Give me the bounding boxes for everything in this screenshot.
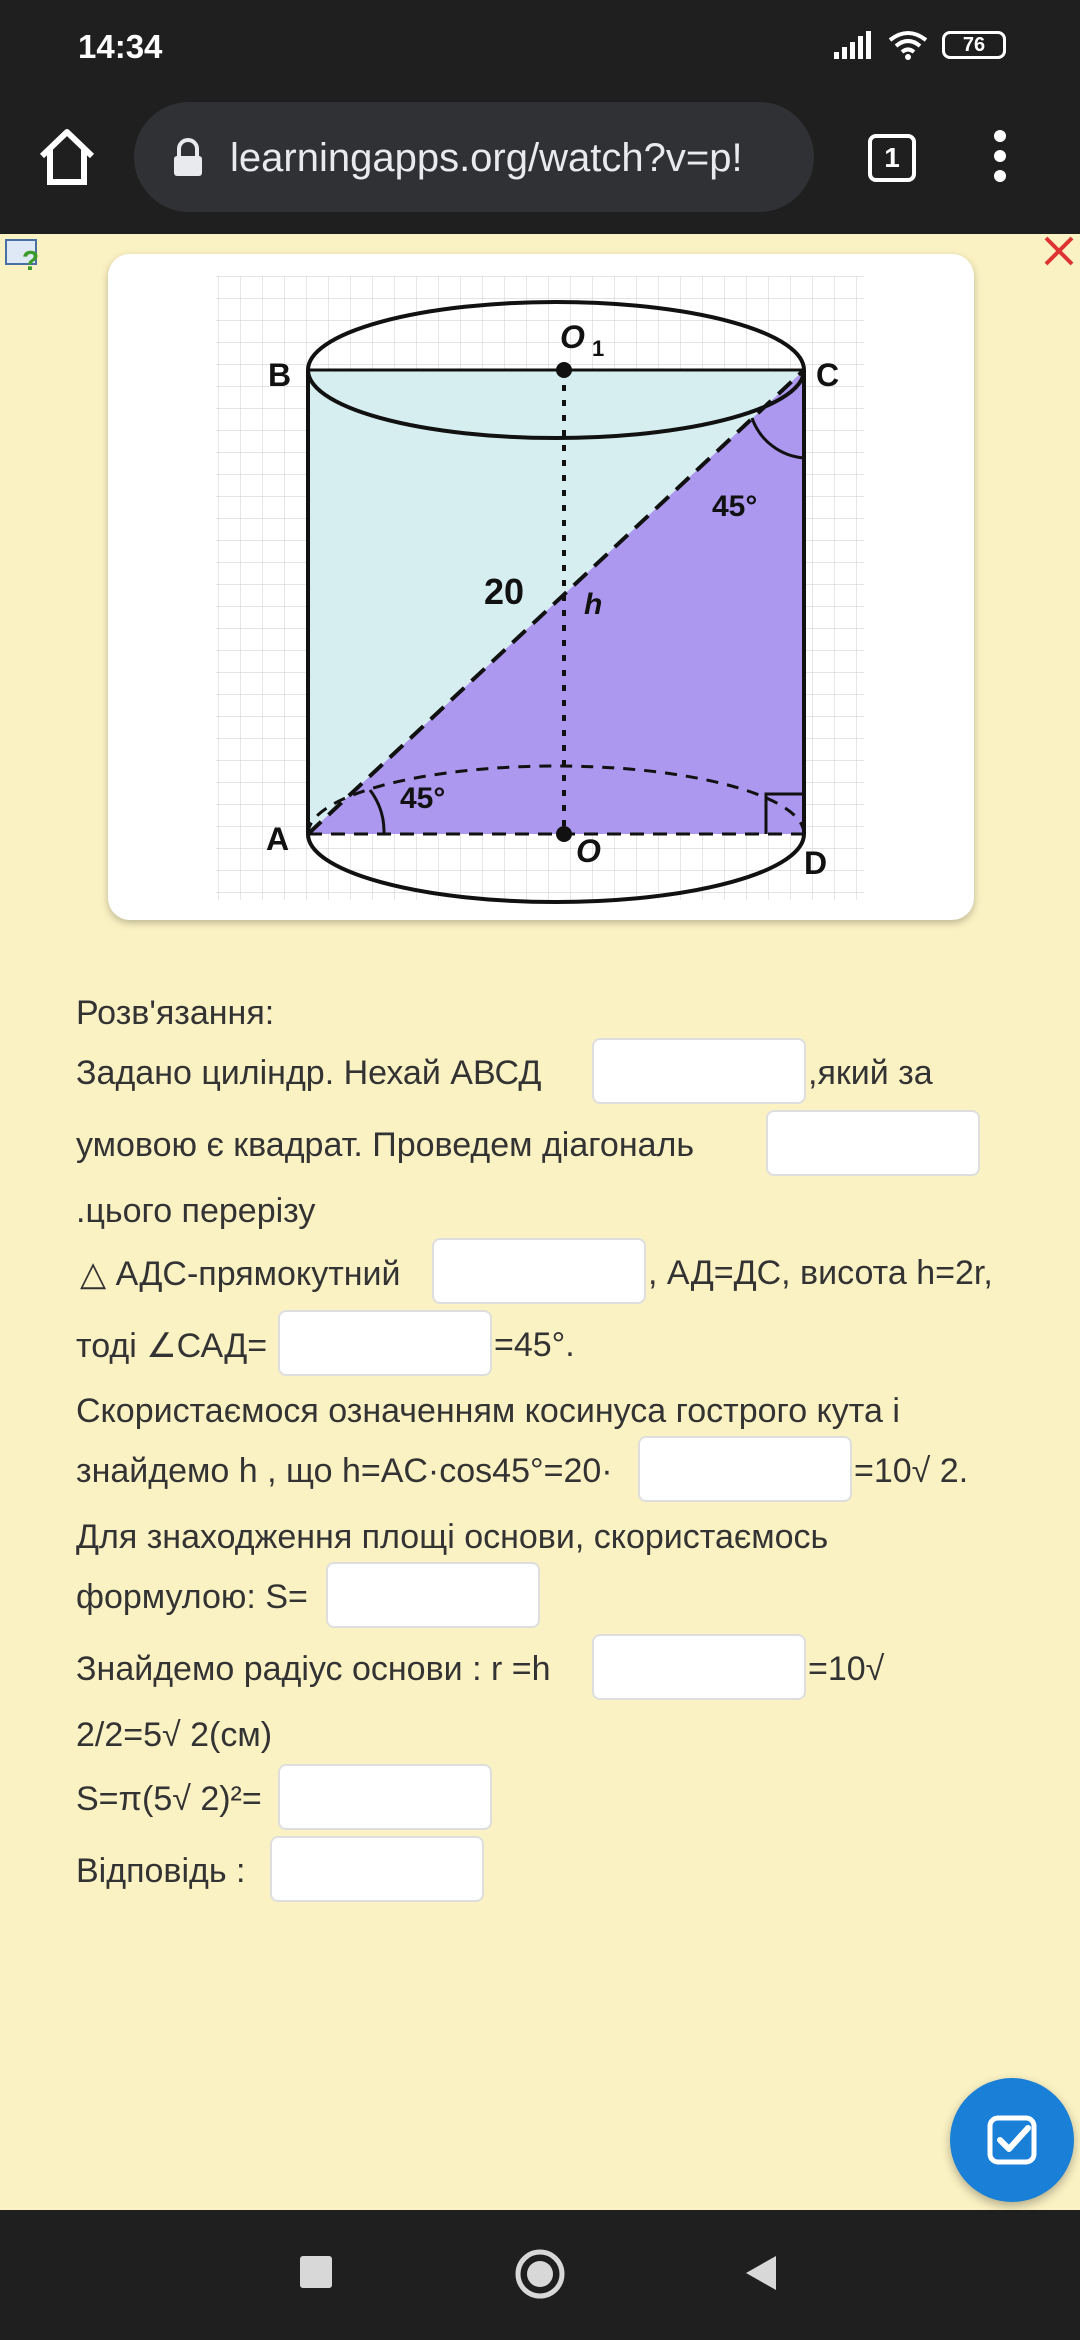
answer-gap-7[interactable] [592,1634,806,1700]
answer-gap-3[interactable] [432,1238,646,1304]
home-icon[interactable] [36,126,98,188]
label-o1: O [560,319,585,355]
answer-gap-9[interactable] [270,1836,484,1902]
solution-title: Розв'язання: [76,994,275,1032]
svg-text:?: ? [22,245,40,274]
fullscreen-icon[interactable] [1042,234,1076,268]
text-line-13a: Відповідь : [76,1852,246,1890]
text-line-10b: =10√ [808,1650,885,1688]
text-line-4a: △ АДС-прямокутний [80,1255,401,1293]
more-menu-icon[interactable] [990,130,1010,190]
task-image-card [108,254,974,920]
text-line-1a: Задано циліндр. Нехай АВСД [76,1054,542,1092]
text-line-2a: умовою є квадрат. Проведем діагональ [76,1126,695,1164]
text-line-6: Скористаємося означенням косинуса гострого кута і [76,1392,900,1430]
label-h: h [584,588,603,621]
recents-icon[interactable] [300,2256,332,2288]
text-line-5b: =45°. [494,1326,575,1364]
check-icon [950,2078,1074,2202]
learningapps-content [0,234,1080,2210]
label-a: A [266,821,290,857]
answer-gap-5[interactable] [638,1436,852,1502]
text-line-1b: ,який за [808,1054,933,1092]
text-line-7b: =10√ 2. [854,1452,969,1490]
answer-gap-2[interactable] [766,1110,980,1176]
back-icon[interactable] [744,2254,778,2292]
label-angle-bottom: 45° [400,782,446,815]
label-height: 20 [484,571,525,612]
answer-gap-8[interactable] [278,1764,492,1830]
answer-gap-4[interactable] [278,1310,492,1376]
label-o1-subscript: 1 [592,336,605,361]
cylinder-figure [108,254,974,920]
status-bar [0,0,1080,96]
android-nav-bar [0,2210,1080,2340]
battery-icon: 76 [942,31,1006,59]
answer-gap-6[interactable] [326,1562,540,1628]
text-line-4b: , АД=ДС, висота h=2r, [648,1254,993,1292]
label-c: C [816,357,840,393]
text-line-9a: формулою: S= [76,1578,308,1616]
signal-icon [832,30,874,60]
label-d: D [804,845,828,881]
text-line-8: Для знаходження площі основи, скористаємось [76,1518,829,1556]
text-line-10a: Знайдемо радіус основи : r =h [76,1650,551,1688]
label-b: B [268,357,292,393]
help-icon[interactable] [4,234,44,274]
label-o: O [576,833,601,869]
text-line-3: .цього перерізу [76,1192,316,1230]
text-line-12a: S=π(5√ 2)²= [76,1780,262,1818]
status-icons [832,30,1006,60]
text-line-5a: тоді ∠САД= [76,1327,268,1365]
text-line-11: 2/2=5√ 2(см) [76,1716,273,1754]
label-angle-top: 45° [712,490,758,523]
address-bar[interactable] [134,102,814,212]
check-answers-button[interactable] [950,2078,1074,2202]
browser-toolbar [0,96,1080,234]
home-nav-icon[interactable] [514,2248,566,2300]
tab-switcher-button[interactable]: 1 [868,134,916,182]
url-text: learningapps.org/watch?v=p! [230,136,743,180]
status-time: 14:34 [78,28,163,65]
answer-gap-1[interactable] [592,1038,806,1104]
wifi-icon [888,30,928,60]
text-line-7a: знайдемо h , що h=AC·cos45°=20· [76,1452,613,1490]
lock-icon [170,138,206,178]
